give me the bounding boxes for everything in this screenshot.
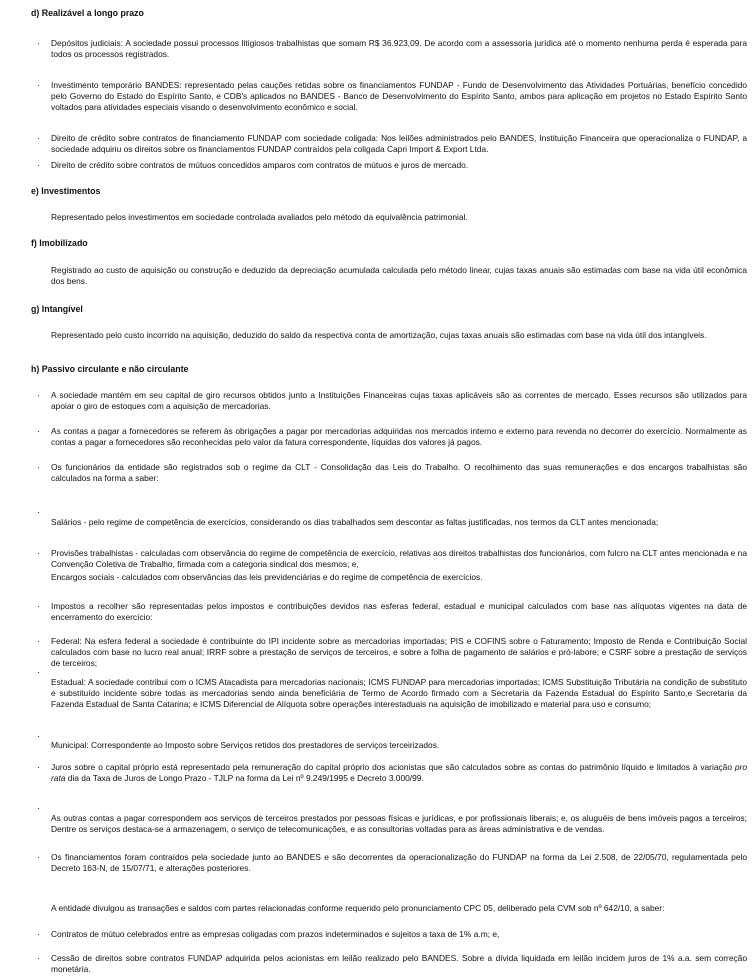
paragraph-direito-credito-fundap: Direito de crédito sobre contratos de financiamento FUNDAP com sociedade coligada: Nos leilões administrados pelo BANDES, Instituição Financeira que operacionaliza o FUNDAP, a sociedade adquiriu os direitos sobre os financiamentos FUNDAP contraídos pela coligada Capri Import & Export Ltda. — [51, 133, 747, 154]
bullet: · — [37, 160, 40, 170]
heading-h: h) Passivo circulante e não circulante — [31, 364, 189, 374]
paragraph-encargos: Encargos sociais - calculados com observâncias das leis previdenciárias e do regime de competência de exercícios. — [51, 572, 483, 582]
paragraph-estadual: Estadual: A sociedade contribui com o ICMS Atacadista para mercadorias nacionais; ICMS FUNDAP para mercadorias importadas; ICMS Substituição Tributária na condição de substituto e substituído incidente sobre todas as mercadorias sendo ainda beneficiária de Termo de Acordo firmado com a Secretaria da Fazenda Estadual do Espírito Santo,e Secretaria da Fazenda Estadual de Santa Catarina; e ICMS Diferencial de Alíquota sobre operações interestaduais na aquisição de imobilizado e material para uso e consumo; — [51, 677, 747, 709]
bullet: · — [37, 731, 40, 741]
paragraph-juros-capital — [51, 762, 747, 784]
paragraph-cessao-direitos: Cessão de direitos sobre contratos FUNDAP adquirida pelos acionistas em leilão realizado pelo BANDES. Sobre a dívida liquidada em leilão incidem juros de 1% a.a. sem correção monetária. — [51, 953, 747, 974]
heading-e: e) Investimentos — [31, 186, 101, 196]
bullet: · — [37, 80, 40, 90]
paragraph-funcionarios: Os funcionários da entidade são registrados sob o regime da CLT - Consolidação das Leis do Trabalho. O recolhimento das suas remunerações e dos encargos trabalhistas são calculados na forma a saber: — [51, 462, 747, 483]
juros-text-a: Juros sobre o capital próprio está representado pela remuneração do capital próprio dos acionistas que são calculados sobre as contas do patrimônio líquido e limitados à variação — [51, 762, 735, 772]
paragraph-intangivel: Representado pelo custo incorrido na aquisição, deduzido do saldo da respectiva conta de amortização, cujas taxas anuais são estimadas com base na vida útil dos intangíveis. — [51, 330, 707, 340]
paragraph-investimentos: Representado pelos investimentos em sociedade controlada avaliados pelo método da equivalência patrimonial. — [51, 212, 468, 222]
heading-d: d) Realizável a longo prazo — [31, 8, 144, 18]
paragraph-partes-relacionadas: A entidade divulgou as transações e saldos com partes relacionadas conforme requerido pelo pronunciamento CPC 05, deliberado pela CVM sob nº 642/10, a saber: — [51, 903, 665, 913]
paragraph-impostos: Impostos a recolher são representadas pelos impostos e contribuições devidos nas esferas federal, estadual e municipal calculados com base nas alíquotas vigentes na data de encerramento do exercício: — [51, 601, 747, 622]
bullet: · — [37, 426, 40, 436]
paragraph-municipal: Municipal: Correspondente ao Imposto sobre Serviços retidos dos prestadores de serviços terceirizados. — [51, 740, 440, 750]
paragraph-capital-giro: A sociedade mantém em seu capital de giro recursos obtidos junto a Instituições Financeiras cujas taxas aplicáveis são as correntes de mercado. Esses recursos são utilizados para apoiar o giro de estoques com a aquisição de mercadorias. — [51, 390, 747, 411]
juros-pro-rata: pro rata — [51, 762, 747, 783]
bullet: · — [37, 601, 40, 611]
bullet: · — [37, 462, 40, 472]
paragraph-investimento-bandes: Investimento temporário BANDES: representado pelas cauções retidas sobre os financiamentos FUNDAP - Fundo de Desenvolvimento das Atividades Portuárias, benefício concedido pelo Governo do Estado do Espírito Santo, e CDB's aplicados no BANDES - Banco de Desenvolvimento do Espírito Santo, ambos para aplicação em projetos no Estado Espírito Santo voltados para atividades especiais visando o desenvolvimento econômico e social. — [51, 80, 747, 112]
paragraph-depositos-judiciais: Depósitos judiciais: A sociedade possui processos litigiosos trabalhistas que somam R$ 36.923,09. De acordo com a assessoria jurídica até o momento nenhuma perda é esperada para todos os processos registrados. — [51, 38, 747, 59]
juros-text-b: dia da Taxa de Juros de Longo Prazo - TJLP na forma da Lei nº 9.249/1995 e Decreto 3.000/99. — [65, 773, 424, 783]
bullet: · — [37, 636, 40, 646]
paragraph-outras-contas: As outras contas a pagar correspondem aos serviços de terceiros prestados por pessoas físicas e jurídicas, e por profissionais liberais; e, os aluguéis de bens imóveis pagos a terceiros; Dentre os serviços destaca-se a armazenagem, o serviço de telecomunicações, e as consultorias voltadas para as áreas administrativa e de vendas. — [51, 813, 747, 834]
bullet: · — [37, 133, 40, 143]
bullet: · — [37, 929, 40, 939]
paragraph-contratos-mutuo: Contratos de mútuo celebrados entre as empresas coligadas com prazos indeterminados e sujeitos a taxa de 1% a.m; e, — [51, 929, 500, 939]
bullet: · — [37, 390, 40, 400]
heading-g: g) Intangível — [31, 304, 83, 314]
paragraph-salarios: Salários - pelo regime de competência de exercícios, considerando os dias trabalhados sem descontar as faltas justificadas, nos termos da CLT antes mencionada; — [51, 517, 659, 527]
bullet: · — [37, 953, 40, 963]
bullet: · — [37, 507, 40, 517]
paragraph-direito-credito-mutuos: Direito de crédito sobre contratos de mútuos concedidos amparos com contratos de mútuos e juros de mercado. — [51, 160, 469, 170]
bullet: · — [37, 803, 40, 813]
bullet: · — [37, 762, 40, 772]
bullet: · — [37, 548, 40, 558]
bullet: · — [37, 852, 40, 862]
bullet: · — [37, 38, 40, 48]
heading-f: f) Imobilizado — [31, 238, 88, 248]
paragraph-financiamentos: Os financiamentos foram contraídos pela sociedade junto ao BANDES e são decorrentes da operacionalização do FUNDAP na forma da Lei 2.508, de 22/05/70, regulamentada pelo Decreto 163-N, de 15/07/71, e alterações posteriores. — [51, 852, 747, 873]
paragraph-federal: Federal: Na esfera federal a sociedade é contribuinte do IPI incidente sobre as mercadorias importadas; PIS e COFINS sobre o Faturamento; Imposto de Renda e Contribuição Social calculados com base no lucro real anual; IRRF sobre a prestação de serviços de terceiros, e sobre a folha de pagamento de salários e pró-labore; e CSRF sobre a prestação de serviços de terceiros; — [51, 636, 747, 668]
bullet: · — [37, 667, 40, 677]
paragraph-provisoes: Provisões trabalhistas - calculadas com observância do regime de competência de exercício, relativas aos direitos trabalhistas dos funcionários, com fulcro na CLT antes mencionada e na Convenção Coletiva de Trabalho, firmada com a categoria sindical dos mesmos; e, — [51, 548, 747, 569]
paragraph-fornecedores: As contas a pagar a fornecedores se referem às obrigações a pagar por mercadorias adquiridas nos mercados interno e externo para revenda no decorrer do exercício. Normalmente as contas a pagar a fornecedores são reconhecidas pelo valor da fatura correspondente, líquidas dos valores já pagos. — [51, 426, 747, 447]
paragraph-imobilizado: Registrado ao custo de aquisição ou construção e deduzido da depreciação acumulada calculada pelo método linear, cujas taxas anuais são estimadas com base na vida útil econômica dos bens. — [51, 265, 747, 286]
